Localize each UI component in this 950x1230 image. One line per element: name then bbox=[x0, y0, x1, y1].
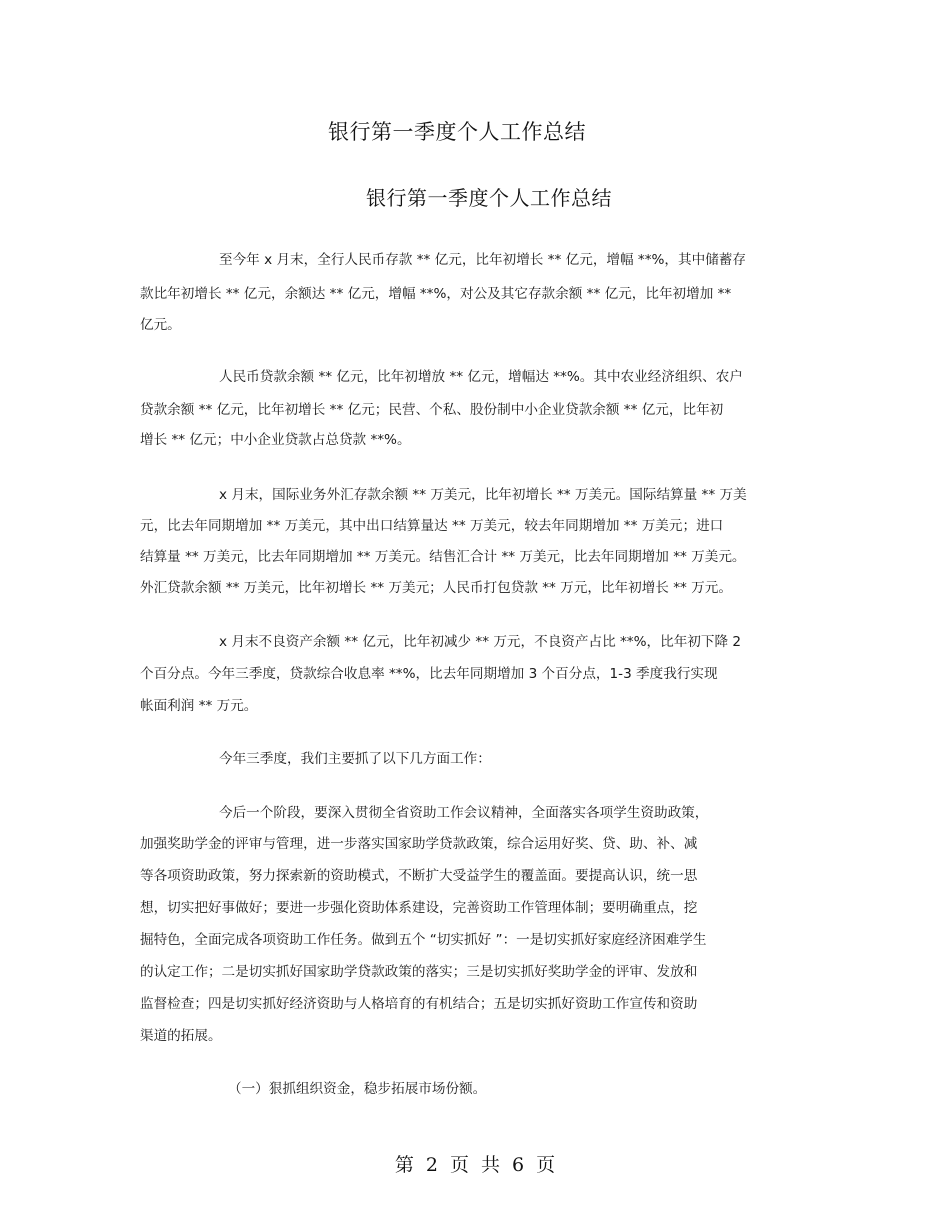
paragraph-line: 监督检查；四是切实抓好经济资助与人格培育的有机结合；五是切实抓好资助工作宣传和资助 bbox=[140, 996, 698, 1012]
paragraph-line: x 月末不良资产余额 ** 亿元，比年初减少 ** 万元，不良资产占比 **%，比年初下降 2 bbox=[219, 634, 742, 650]
paragraph-line: 帐面利润 ** 万元。 bbox=[140, 698, 258, 714]
paragraph-line: 款比年初增长 ** 亿元，余额达 ** 亿元，增幅 **%，对公及其它存款余额 ** 亿元，比年初增加 ** bbox=[140, 286, 732, 302]
document-subtitle: 银行第一季度个人工作总结 bbox=[366, 186, 612, 210]
paragraph-line: 的认定工作；二是切实抓好国家助学贷款政策的落实；三是切实抓好奖助学金的评审、发放和 bbox=[140, 964, 698, 980]
paragraph-line: 掘特色，全面完成各项资助工作任务。做到五个 “切实抓好 ”：一是切实抓好家庭经济困难学生 bbox=[140, 932, 707, 948]
section-heading: （一）狠抓组织资金，稳步拓展市场份额。 bbox=[228, 1081, 487, 1097]
paragraph-line: 外汇贷款余额 ** 万美元，比年初增长 ** 万美元；人民币打包贷款 ** 万元，比年初增长 ** 万元。 bbox=[140, 580, 732, 596]
paragraph-line: 今年三季度，我们主要抓了以下几方面工作： bbox=[219, 751, 491, 767]
paragraph-line: 个百分点。今年三季度，贷款综合收息率 **%，比去年同期增加 3 个百分点，1-3 季度我行实现 bbox=[140, 666, 718, 682]
document-title: 银行第一季度个人工作总结 bbox=[328, 120, 586, 144]
paragraph-line: 渠道的拓展。 bbox=[140, 1028, 222, 1044]
paragraph-line: 加强奖助学金的评审与管理，进一步落实国家助学贷款政策，综合运用好奖、贷、助、补、减 bbox=[140, 836, 698, 852]
paragraph-line: 今后一个阶段，要深入贯彻全省资助工作会议精神，全面落实各项学生资助政策， bbox=[219, 805, 709, 821]
page-footer: 第 2 页 共 6 页 bbox=[394, 1154, 556, 1176]
paragraph-line: 结算量 ** 万美元，比去年同期增加 ** 万美元。结售汇合计 ** 万美元，比去年同期增加 ** 万美元。 bbox=[140, 549, 746, 565]
paragraph-line: 想，切实把好事做好；要进一步强化资助体系建设，完善资助工作管理体制；要明确重点，挖 bbox=[140, 900, 698, 916]
paragraph-line: 人民币贷款余额 ** 亿元，比年初增放 ** 亿元，增幅达 **%。其中农业经济组织、农户 bbox=[219, 369, 743, 385]
paragraph-line: 元，比去年同期增加 ** 万美元，其中出口结算量达 ** 万美元，较去年同期增加 ** 万美元；进口 bbox=[140, 518, 724, 534]
paragraph-line: 等各项资助政策，努力探索新的资助模式，不断扩大受益学生的覆盖面。要提高认识，统一思 bbox=[140, 868, 698, 884]
paragraph-line: 增长 ** 亿元；中小企业贷款占总贷款 **%。 bbox=[140, 432, 411, 448]
paragraph-line: x 月末，国际业务外汇存款余额 ** 万美元，比年初增长 ** 万美元。国际结算量 ** 万美 bbox=[219, 487, 747, 503]
paragraph-line: 贷款余额 ** 亿元，比年初增长 ** 亿元；民营、个私、股份制中小企业贷款余额 ** 亿元，比年初 bbox=[140, 402, 724, 418]
paragraph-line: 至今年 x 月末，全行人民币存款 ** 亿元，比年初增长 ** 亿元，增幅 **%，其中储蓄存 bbox=[219, 252, 746, 268]
paragraph-line: 亿元。 bbox=[140, 317, 181, 333]
